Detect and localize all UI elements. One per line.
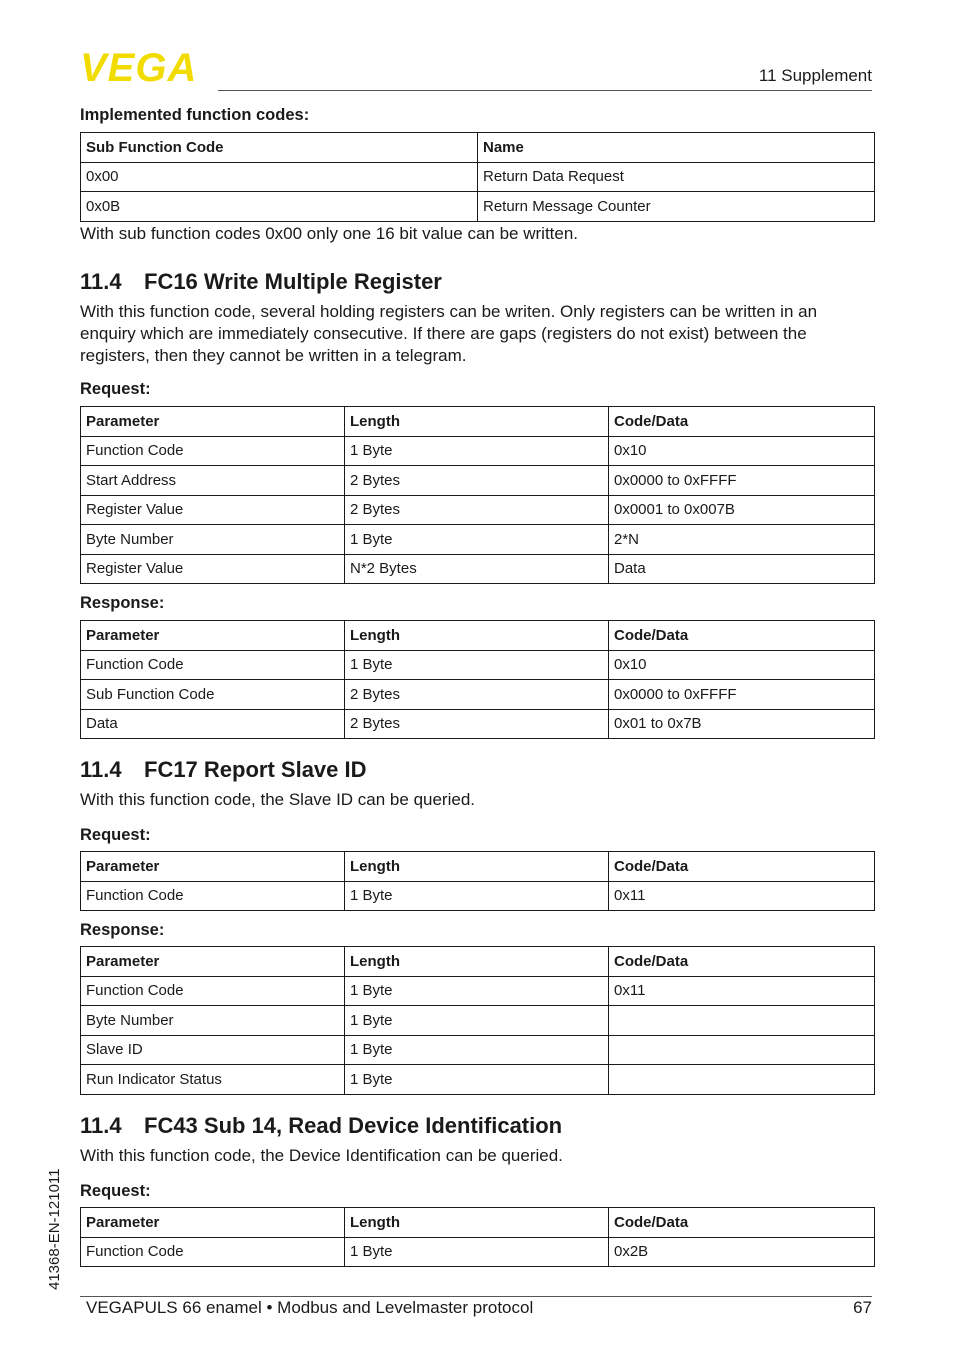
- fc16-response-label: Response:: [80, 594, 165, 612]
- table-row: [81, 192, 875, 222]
- table-header-row: [81, 407, 875, 437]
- section-title: FC16 Write Multiple Register: [144, 269, 442, 294]
- table-header-row: [81, 621, 875, 651]
- header-cell: Parameter: [81, 947, 345, 977]
- header-cell: Code/Data: [609, 621, 875, 651]
- fc17-response-label: Response:: [80, 921, 165, 939]
- table-cell: 0x11: [609, 881, 875, 911]
- table-row: [81, 466, 875, 496]
- table-row: [81, 650, 875, 680]
- table-row: [81, 162, 875, 192]
- table-cell: 1 Byte: [345, 881, 609, 911]
- intro-note: With sub function codes 0x00 only one 16 bit value can be written.: [80, 224, 579, 243]
- table-cell: Function Code: [81, 1237, 345, 1267]
- table-row: [81, 1006, 875, 1036]
- table-cell: 0x10: [609, 650, 875, 680]
- paragraph-line: With this function code, several holding registers can be writen. Only registers can be written in an: [80, 302, 818, 321]
- document-code: 41368-EN-121011: [46, 1168, 63, 1290]
- vega-logo: [80, 50, 212, 84]
- header-cell: Length: [345, 947, 609, 977]
- header-cell: Code/Data: [609, 407, 875, 437]
- header-cell: Code/Data: [609, 852, 875, 882]
- header-cell: Code/Data: [609, 1208, 875, 1238]
- fc17-request-table: [80, 851, 875, 911]
- section-number: 11.4: [80, 757, 122, 782]
- table-cell: 0x11: [609, 976, 875, 1006]
- table-header-row: [81, 947, 875, 977]
- header-rule: [218, 90, 872, 91]
- sub-function-table: [80, 132, 875, 222]
- section-heading-fc17: [80, 757, 367, 783]
- table-cell: Return Message Counter: [478, 192, 875, 222]
- header-cell: Length: [345, 621, 609, 651]
- header-cell: Name: [478, 133, 875, 163]
- table-cell: 1 Byte: [345, 1237, 609, 1267]
- table-cell: 2 Bytes: [345, 466, 609, 496]
- table-cell: Function Code: [81, 881, 345, 911]
- header-cell: Parameter: [81, 621, 345, 651]
- table-cell: Data: [81, 709, 345, 739]
- table-row: [81, 1035, 875, 1065]
- section-heading-fc16: [80, 269, 442, 295]
- table-cell: 1 Byte: [345, 1006, 609, 1036]
- paragraph-line: registers, then they cannot be written in a telegram.: [80, 346, 467, 365]
- table-cell: 1 Byte: [345, 1035, 609, 1065]
- section-number: 11.4: [80, 269, 122, 294]
- table-cell: [609, 1065, 875, 1095]
- table-cell: 2 Bytes: [345, 709, 609, 739]
- fc16-response-table: [80, 620, 875, 739]
- logo-text: VEGA: [80, 50, 198, 84]
- table-cell: Function Code: [81, 650, 345, 680]
- table-cell: 1 Byte: [345, 976, 609, 1006]
- table-row: [81, 436, 875, 466]
- fc43-request-table: [80, 1207, 875, 1267]
- table-cell: 0x10: [609, 436, 875, 466]
- table-cell: Byte Number: [81, 525, 345, 555]
- fc17-request-label: Request:: [80, 826, 151, 844]
- header-cell: Length: [345, 852, 609, 882]
- header-cell: Sub Function Code: [81, 133, 478, 163]
- table-row: [81, 881, 875, 911]
- implemented-codes-label: Implemented function codes:: [80, 106, 310, 124]
- fc17-paragraph: With this function code, the Slave ID can be queried.: [80, 790, 476, 809]
- table-cell: Data: [609, 554, 875, 584]
- table-cell: 1 Byte: [345, 525, 609, 555]
- table-row: [81, 680, 875, 710]
- table-cell: 0x0001 to 0x007B: [609, 495, 875, 525]
- page-number: 67: [853, 1298, 872, 1317]
- fc16-request-table: [80, 406, 875, 584]
- table-cell: N*2 Bytes: [345, 554, 609, 584]
- fc16-request-label: Request:: [80, 380, 151, 398]
- table-cell: 2*N: [609, 525, 875, 555]
- table-cell: Register Value: [81, 495, 345, 525]
- table-header-row: [81, 1208, 875, 1238]
- header-cell: Parameter: [81, 1208, 345, 1238]
- table-cell: Start Address: [81, 466, 345, 496]
- table-row: [81, 1237, 875, 1267]
- table-cell: Byte Number: [81, 1006, 345, 1036]
- table-cell: 0x00: [81, 162, 478, 192]
- table-cell: Function Code: [81, 976, 345, 1006]
- table-cell: 0x0B: [81, 192, 478, 222]
- table-cell: 0x2B: [609, 1237, 875, 1267]
- table-cell: 0x01 to 0x7B: [609, 709, 875, 739]
- table-cell: Slave ID: [81, 1035, 345, 1065]
- table-cell: 1 Byte: [345, 1065, 609, 1095]
- table-cell: Function Code: [81, 436, 345, 466]
- fc43-request-label: Request:: [80, 1182, 151, 1200]
- table-header-row: [81, 852, 875, 882]
- paragraph-line: enquiry which are immediately consecutive. If there are gaps (registers do not exist) between the: [80, 324, 807, 343]
- section-title: FC43 Sub 14, Read Device Identification: [144, 1113, 563, 1138]
- table-cell: [609, 1006, 875, 1036]
- table-cell: Sub Function Code: [81, 680, 345, 710]
- table-cell: 1 Byte: [345, 436, 609, 466]
- table-row: [81, 976, 875, 1006]
- section-heading-fc43: [80, 1113, 562, 1139]
- fc16-paragraph: [80, 301, 817, 367]
- table-row: [81, 709, 875, 739]
- table-cell: 0x0000 to 0xFFFF: [609, 680, 875, 710]
- header-cell: Parameter: [81, 852, 345, 882]
- table-cell: Run Indicator Status: [81, 1065, 345, 1095]
- table-cell: Register Value: [81, 554, 345, 584]
- header-section: 11 Supplement: [758, 66, 872, 85]
- footer-rule: [80, 1296, 872, 1297]
- table-cell: [609, 1035, 875, 1065]
- footer-title: VEGAPULS 66 enamel • Modbus and Levelmaster protocol: [86, 1298, 534, 1317]
- header-cell: Parameter: [81, 407, 345, 437]
- table-row: [81, 495, 875, 525]
- fc43-paragraph: With this function code, the Device Identification can be queried.: [80, 1146, 563, 1165]
- table-cell: 2 Bytes: [345, 680, 609, 710]
- table-cell: 0x0000 to 0xFFFF: [609, 466, 875, 496]
- header-cell: Length: [345, 407, 609, 437]
- table-row: [81, 525, 875, 555]
- fc17-response-table: [80, 946, 875, 1095]
- table-header-row: [81, 133, 875, 163]
- table-cell: Return Data Request: [478, 162, 875, 192]
- header-cell: Code/Data: [609, 947, 875, 977]
- section-number: 11.4: [80, 1113, 122, 1138]
- section-title: FC17 Report Slave ID: [144, 757, 367, 782]
- table-row: [81, 554, 875, 584]
- header-cell: Length: [345, 1208, 609, 1238]
- table-cell: 2 Bytes: [345, 495, 609, 525]
- table-cell: 1 Byte: [345, 650, 609, 680]
- table-row: [81, 1065, 875, 1095]
